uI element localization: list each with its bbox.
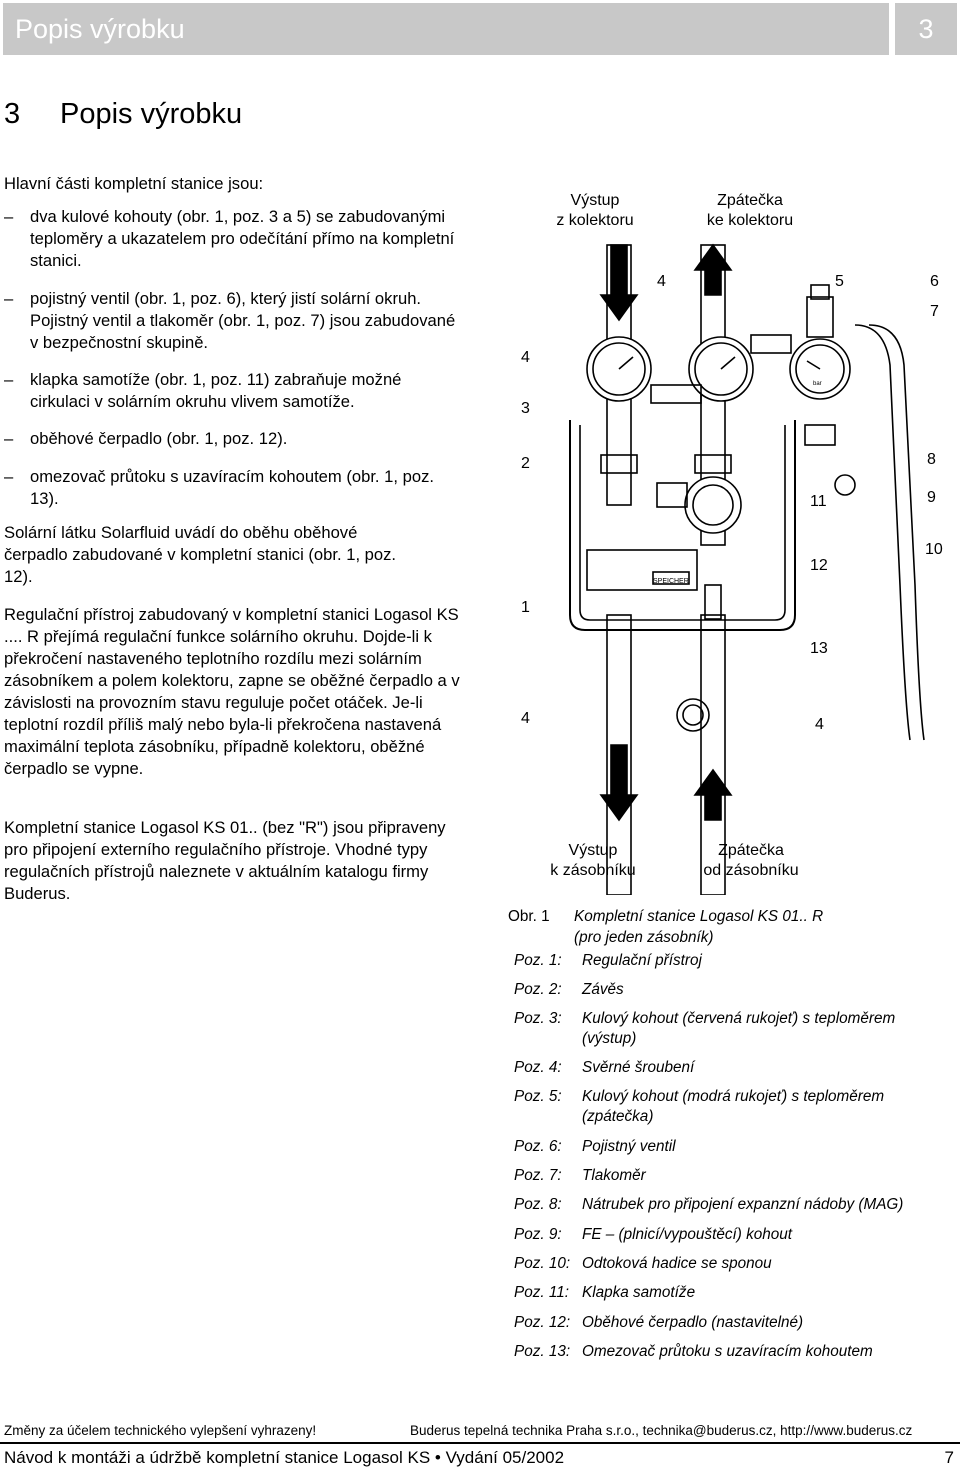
label-bottom-left-text: Výstup k zásobníku xyxy=(550,842,636,879)
legend-item xyxy=(514,1166,954,1186)
legend-item xyxy=(514,1225,954,1245)
legend-item xyxy=(514,1342,954,1362)
position-number: 4 xyxy=(657,273,666,290)
legend-key: Poz. 4: xyxy=(514,1059,562,1076)
intro-text: Hlavní části kompletní stanice jsou: xyxy=(4,174,264,193)
position-number: 13 xyxy=(810,640,828,657)
legend-value: Klapka samotíže xyxy=(582,1284,696,1301)
position-number: 1 xyxy=(521,599,530,616)
bullet-text: pojistný ventil (obr. 1, poz. 6), který jistí solární okruh. Pojistný ventil a tlakoměr (obr. 1, poz. 7) jsou zabudované v bezpečnostní skupině. xyxy=(30,289,456,352)
header-title: Popis výrobku xyxy=(3,3,889,55)
label-top-right xyxy=(695,191,805,231)
legend-key: Poz. 11: xyxy=(514,1284,569,1301)
caption-text: Kompletní stanice Logasol KS 01.. R xyxy=(574,908,824,925)
legend-item xyxy=(514,1087,954,1127)
legend-value: Nátrubek pro připojení expanzní nádoby (MAG) xyxy=(582,1196,904,1213)
position-number: 8 xyxy=(927,451,936,468)
footer-disclaimer: Změny za účelem technického vylepšení vyhrazeny! xyxy=(4,1423,317,1438)
legend-item xyxy=(514,980,954,1000)
position-number: 12 xyxy=(810,557,828,574)
legend-value: Tlakoměr xyxy=(582,1167,646,1184)
legend-value: Svěrné šroubení xyxy=(582,1059,695,1076)
bullet-item: – omezovač průtoku s uzavíracím kohoutem (obr. 1, poz. 13). xyxy=(4,466,464,510)
position-number: 6 xyxy=(930,273,939,290)
legend-item xyxy=(514,1313,954,1333)
position-number: 4 xyxy=(521,710,530,727)
page-number: 7 xyxy=(944,1448,954,1467)
legend-value: Oběhové čerpadlo (nastavitelné) xyxy=(582,1314,804,1331)
bullet-item: – oběhové čerpadlo (obr. 1, poz. 12). xyxy=(4,428,464,450)
section-title xyxy=(4,98,242,131)
gauge-unit-label: bar xyxy=(813,381,822,387)
legend-key: Poz. 6: xyxy=(514,1138,562,1155)
label-top-right-text: Zpátečka ke kolektoru xyxy=(706,192,794,229)
position-number: 5 xyxy=(835,273,844,290)
legend-key: Poz. 13: xyxy=(514,1343,571,1360)
footer-contact: Buderus tepelná technika Praha s.r.o., technika@buderus.cz, http://www.buderus.cz xyxy=(410,1423,913,1438)
legend-key: Poz. 5: xyxy=(514,1088,562,1105)
caption-text-2: (pro jeden zásobník) xyxy=(574,929,714,946)
position-number: 4 xyxy=(815,716,824,733)
bullet-text: omezovač průtoku s uzavíracím kohoutem (obr. 1, poz. 13). xyxy=(30,467,434,508)
legend-key: Poz. 2: xyxy=(514,981,562,998)
label-bottom-right xyxy=(691,841,811,881)
legend-key: Poz. 8: xyxy=(514,1196,562,1213)
bullet-text: oběhové čerpadlo (obr. 1, poz. 12). xyxy=(30,429,288,448)
legend-key: Poz. 7: xyxy=(514,1167,562,1184)
legend-key: Poz. 12: xyxy=(514,1314,571,1331)
controller-label: SPEICHER xyxy=(653,578,689,585)
station-illustration xyxy=(505,185,960,895)
section-number: 3 xyxy=(4,98,21,130)
legend-value: Kulový kohout (modrá rukojeť) s teploměrem xyxy=(582,1088,885,1105)
bullet-item: – klapka samotíže (obr. 1, poz. 11) zabraňuje možné cirkulaci v solárním okruhu vlivem samotíže. xyxy=(4,369,464,413)
position-number: 2 xyxy=(521,455,530,472)
legend-item xyxy=(514,1283,954,1303)
legend-value: Pojistný ventil xyxy=(582,1138,676,1155)
legend-key: Poz. 3: xyxy=(514,1010,562,1027)
legend-value: Kulový kohout (červená rukojeť) s teploměrem xyxy=(582,1010,896,1027)
footer-divider xyxy=(0,1442,960,1444)
position-number: 4 xyxy=(521,349,530,366)
legend-item xyxy=(514,1058,954,1078)
label-top-left xyxy=(545,191,645,231)
footer-document-title: Návod k montáži a údržbě kompletní stanice Logasol KS • Vydání 05/2002 xyxy=(4,1448,565,1467)
position-number: 9 xyxy=(927,489,936,506)
paragraph: Solární látku Solarfluid uvádí do oběhu oběhové čerpadlo zabudované v kompletní stanici (obr. 1, poz. 12). xyxy=(4,523,397,586)
legend-item xyxy=(514,951,954,971)
label-bottom-right-text: Zpátečka od zásobníku xyxy=(703,842,799,879)
legend-item xyxy=(514,1195,954,1215)
legend-key: Poz. 9: xyxy=(514,1226,562,1243)
legend-value: Odtoková hadice se sponou xyxy=(582,1255,772,1272)
legend-item xyxy=(514,1137,954,1157)
figure-station-diagram xyxy=(505,185,960,895)
legend-value: Omezovač průtoku s uzavíracím kohoutem xyxy=(582,1343,873,1360)
figure-caption xyxy=(508,906,958,948)
bullet-item: – pojistný ventil (obr. 1, poz. 6), který jistí solární okruh. Pojistný ventil a tlakoměr (obr. 1, poz. 7) jsou zabudované v bezpečnostní skupině. xyxy=(4,288,464,354)
paragraph: Regulační přístroj zabudovaný v kompletní stanici Logasol KS .... R přejímá regulační funkce solárního okruhu. Dojde-li k překročení nastaveného teplotního rozdílu mezi solárním zásobníkem a polem kolektoru, zapne se oběžné čerpadlo a v závislosti na provozním stavu reguluje počet otáček. Je-li teplotní rozdíl příliš malý nebo byla-li překročena nastavená maximální teplota zásobníku, případně kolektoru, oběžné čerpadlo se vypne. xyxy=(4,605,460,778)
header-chapter-number: 3 xyxy=(895,3,957,55)
paragraph: Kompletní stanice Logasol KS 01.. (bez "R") jsou připraveny pro připojení externího regulačního přístroje. Vhodné typy regulačních přístrojů naleznete v aktuálním katalogu firmy Buderus. xyxy=(4,818,446,903)
legend-value-2: (zpátečka) xyxy=(582,1108,654,1125)
legend-item xyxy=(514,1009,954,1049)
legend-value-2: (výstup) xyxy=(582,1030,637,1047)
position-number: 11 xyxy=(810,493,827,510)
bullet-text: dva kulové kohouty (obr. 1, poz. 3 a 5) se zabudovanými teploměry a ukazatelem pro odečítání přímo na kompletní stanici. xyxy=(30,207,455,270)
bullet-text: klapka samotíže (obr. 1, poz. 11) zabraňuje možné cirkulaci v solárním okruhu vlivem samotíže. xyxy=(30,370,402,411)
caption-label: Obr. 1 xyxy=(508,908,550,925)
position-number: 7 xyxy=(930,303,939,320)
legend-key: Poz. 10: xyxy=(514,1255,571,1272)
label-bottom-left xyxy=(543,841,643,881)
position-number: 10 xyxy=(925,541,943,558)
legend-value: FE – (plnicí/vypouštěcí) kohout xyxy=(582,1226,793,1243)
legend-item xyxy=(514,1254,954,1274)
legend-value: Závěs xyxy=(582,981,624,998)
position-number: 3 xyxy=(521,400,530,417)
label-top-left-text: Výstup z kolektoru xyxy=(556,192,634,229)
section-title-text: Popis výrobku xyxy=(60,98,243,130)
legend-key: Poz. 1: xyxy=(514,952,562,969)
legend-value: Regulační přístroj xyxy=(582,952,702,969)
bullet-item: – dva kulové kohouty (obr. 1, poz. 3 a 5) se zabudovanými teploměry a ukazatelem pro odečítání přímo na kompletní stanici. xyxy=(4,206,464,272)
